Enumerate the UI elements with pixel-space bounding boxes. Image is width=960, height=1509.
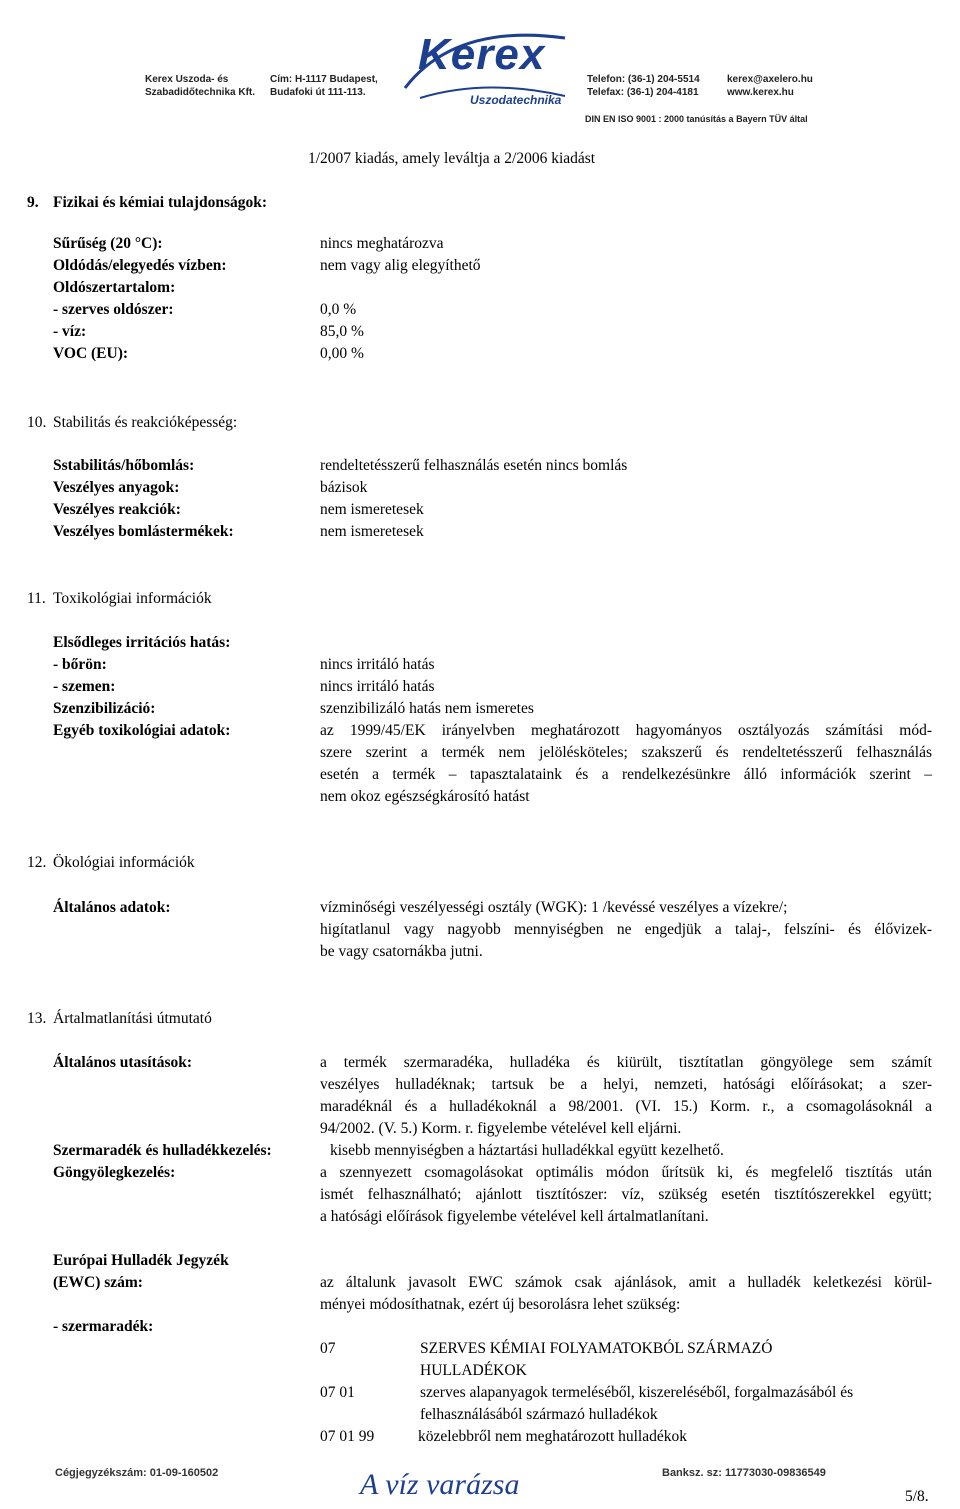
skin-value: nincs irritáló hatás	[320, 656, 435, 673]
company-line-1: Kerex Uszoda- és	[145, 74, 229, 85]
email-address: kerex@axelero.hu	[727, 74, 813, 85]
voc-label: VOC (EU):	[53, 345, 129, 362]
company-name	[145, 73, 255, 99]
ewc-desc-line: felhasználásából származó hulladékok	[420, 1406, 658, 1423]
primary-irritation-heading: Elsődleges irritációs hatás:	[53, 634, 231, 651]
density-label: Sűrűség (20 °C):	[53, 235, 163, 252]
solubility-value: nem vagy alig elegyíthető	[320, 257, 481, 274]
solubility-label: Oldódás/elegyedés vízben:	[53, 257, 227, 274]
company-address	[270, 73, 378, 99]
section-13-title: Ártalmatlanítási útmutató	[53, 1010, 212, 1027]
section-9-values-a	[320, 233, 481, 277]
ewc-desc-line: közelebbről nem meghatározott hulladékok	[418, 1428, 688, 1445]
packaging-line: a hatósági előírások figyelembe vételével kell ártalmatlanítani.	[320, 1208, 709, 1225]
section-11-number: 11.	[27, 590, 46, 607]
section-10-title: Stabilitás és reakcióképesség:	[53, 414, 238, 431]
section-10-labels	[53, 455, 234, 543]
hazardous-materials-label: Veszélyes anyagok:	[53, 479, 180, 496]
section-10-values	[320, 455, 627, 543]
section-13-number: 13.	[27, 1010, 47, 1027]
sensitization-label: Szenzibilizáció:	[53, 700, 156, 717]
residue-sub-label: - szermaradék:	[53, 1318, 154, 1335]
section-12-title: Ökológiai információk	[53, 854, 195, 871]
disposal-line: maradéknál és a hulladékoknál a 98/2001. (VI. 15.) Korm. r., a csomagolásoknál a	[320, 1098, 932, 1115]
section-10-number: 10.	[27, 414, 47, 431]
eye-label: - szemen:	[53, 678, 116, 695]
organic-solvent-label: - szerves oldószer:	[53, 301, 174, 318]
fax-number: Telefax: (36-1) 204-4181	[587, 87, 699, 98]
section-11-title: Toxikológiai információk	[53, 590, 212, 607]
ewc-label	[53, 1250, 229, 1294]
decomposition-products-value: nem ismeretesek	[320, 523, 424, 540]
eco-general-label: Általános adatok:	[53, 899, 171, 916]
other-tox-line: az 1999/45/EK irányelvben meghatározott hagyományos osztályozás számítási mód-	[320, 722, 932, 739]
ewc-code: 07	[320, 1340, 336, 1357]
eye-value: nincs irritáló hatás	[320, 678, 435, 695]
section-9-title: Fizikai és kémiai tulajdonságok:	[53, 194, 268, 211]
ewc-desc-line: SZERVES KÉMIAI FOLYAMATOKBÓL SZÁRMAZÓ	[420, 1340, 773, 1357]
phone-number: Telefon: (36-1) 204-5514	[587, 74, 700, 85]
bank-account: Banksz. sz: 11773030-09836549	[662, 1467, 826, 1479]
logo-subtitle: Uszodatechnika	[470, 93, 562, 107]
address-line-2: Budafoki út 111-113.	[270, 87, 366, 98]
decomposition-products-label: Veszélyes bomlástermékek:	[53, 523, 234, 540]
footer-motto: A víz varázsa	[360, 1468, 520, 1501]
residue-label: Szermaradék és hulladékkezelés:	[53, 1142, 272, 1159]
section-9-labels	[53, 233, 227, 365]
iso-certification: DIN EN ISO 9001 : 2000 tanúsítás a Bayern TÜV által	[585, 114, 808, 124]
hazardous-reactions-value: nem ismeretesek	[320, 501, 424, 518]
edition-note: 1/2007 kiadás, amely leváltja a 2/2006 kiadást	[308, 150, 596, 167]
contact-phones	[587, 73, 700, 99]
company-line-2: Szabadidőtechnika Kft.	[145, 87, 256, 98]
other-tox-line: esetén a termék – tapasztalataink és a rendelkezésünkre álló információk szerint –	[320, 766, 932, 783]
water-value: 85,0 %	[320, 323, 364, 340]
eco-line: vízminőségi veszélyességi osztály (WGK): 1 /kevéssé veszélyes a vízekre/;	[320, 899, 788, 916]
stability-label: Sstabilitás/hőbomlás:	[53, 457, 195, 474]
hazardous-materials-value: bázisok	[320, 479, 368, 496]
ewc-desc	[420, 1382, 853, 1426]
density-value: nincs meghatározva	[320, 235, 444, 252]
residue-value: kisebb mennyiségben a háztartási hulladékkal együtt kezelhető.	[330, 1142, 724, 1159]
ewc-code: 07 01 99	[320, 1428, 375, 1445]
other-tox-text	[320, 720, 932, 808]
ewc-desc-line: szerves alapanyagok termeléséből, kiszereléséből, forgalmazásából és	[420, 1384, 854, 1401]
ewc-label-line-1: Európai Hulladék Jegyzék	[53, 1252, 229, 1269]
disposal-line: veszélyes hulladéknak; tartsuk be a helyi, nemzeti, hatósági előírásokat; a szer-	[320, 1076, 932, 1093]
website: www.kerex.hu	[727, 87, 794, 98]
sensitization-value: szenzibilizáló hatás nem ismeretes	[320, 700, 534, 717]
other-tox-line: szere szerint a termék nem jelölésköteles; szakszerű és rendeltetésszerű felhasználás	[320, 744, 932, 761]
address-line-1: Cím: H-1117 Budapest,	[270, 74, 378, 85]
eco-line: higítatlanul vagy nagyobb mennyiségben ne engedjük a talaj-, felszíni- és élővizek-	[320, 921, 932, 938]
other-tox-label: Egyéb toxikológiai adatok:	[53, 722, 231, 739]
skin-label: - bőrön:	[53, 656, 107, 673]
disposal-general-text	[320, 1052, 932, 1140]
ewc-text	[320, 1272, 932, 1316]
section-12-number: 12.	[27, 854, 47, 871]
stability-value: rendeltetésszerű felhasználás esetén nincs bomlás	[320, 457, 628, 474]
disposal-line: 94/2002. (V. 5.) Korm. r. figyelembe vételével kell eljárni.	[320, 1120, 682, 1137]
section-9-values-b	[320, 299, 364, 365]
page-number: 5/8.	[905, 1488, 929, 1505]
ewc-code: 07 01	[320, 1384, 355, 1401]
packaging-line: a szennyezett csomagolásokat optimális módon űrítsük ki, és megfelelő tisztítás után	[320, 1164, 932, 1181]
ewc-line: ményei módosíthatnak, ezért új besorolásra lehet szükség:	[320, 1296, 681, 1313]
ewc-label-line-2: (EWC) szám:	[53, 1274, 143, 1291]
solvent-content-label: Oldószertartalom:	[53, 279, 176, 296]
ewc-desc	[420, 1338, 772, 1382]
section-11-values	[320, 654, 534, 720]
hazardous-reactions-label: Veszélyes reakciók:	[53, 501, 181, 518]
disposal-line: a termék szermaradéka, hulladéka és kiürült, tisztítatlan göngyölege sem számít	[320, 1054, 932, 1071]
packaging-label: Göngyölegkezelés:	[53, 1164, 176, 1181]
voc-value: 0,00 %	[320, 345, 364, 362]
packaging-line: ismét felhasználható; ajánlott tisztítószer: víz, szükség esetén tisztítószerekkel együtt;	[320, 1186, 932, 1203]
logo-wordmark: Kerex	[418, 30, 546, 79]
other-tox-line: nem okoz egészségkárosító hatást	[320, 788, 530, 805]
disposal-general-label: Általános utasítások:	[53, 1054, 193, 1071]
packaging-text	[320, 1162, 932, 1228]
eco-line: be vagy csatornákba jutni.	[320, 943, 483, 960]
organic-solvent-value: 0,0 %	[320, 301, 357, 318]
ewc-desc-line: HULLADÉKOK	[420, 1362, 527, 1379]
ewc-line: az általunk javasolt EWC számok csak ajánlások, amit a hulladék keletkezési körül-	[320, 1274, 932, 1291]
section-11-labels	[53, 632, 230, 742]
water-label: - víz:	[53, 323, 87, 340]
eco-general-text	[320, 897, 932, 963]
contact-online	[727, 73, 813, 99]
section-9-number: 9.	[27, 194, 39, 211]
company-registry: Cégjegyzékszám: 01-09-160502	[55, 1467, 219, 1479]
